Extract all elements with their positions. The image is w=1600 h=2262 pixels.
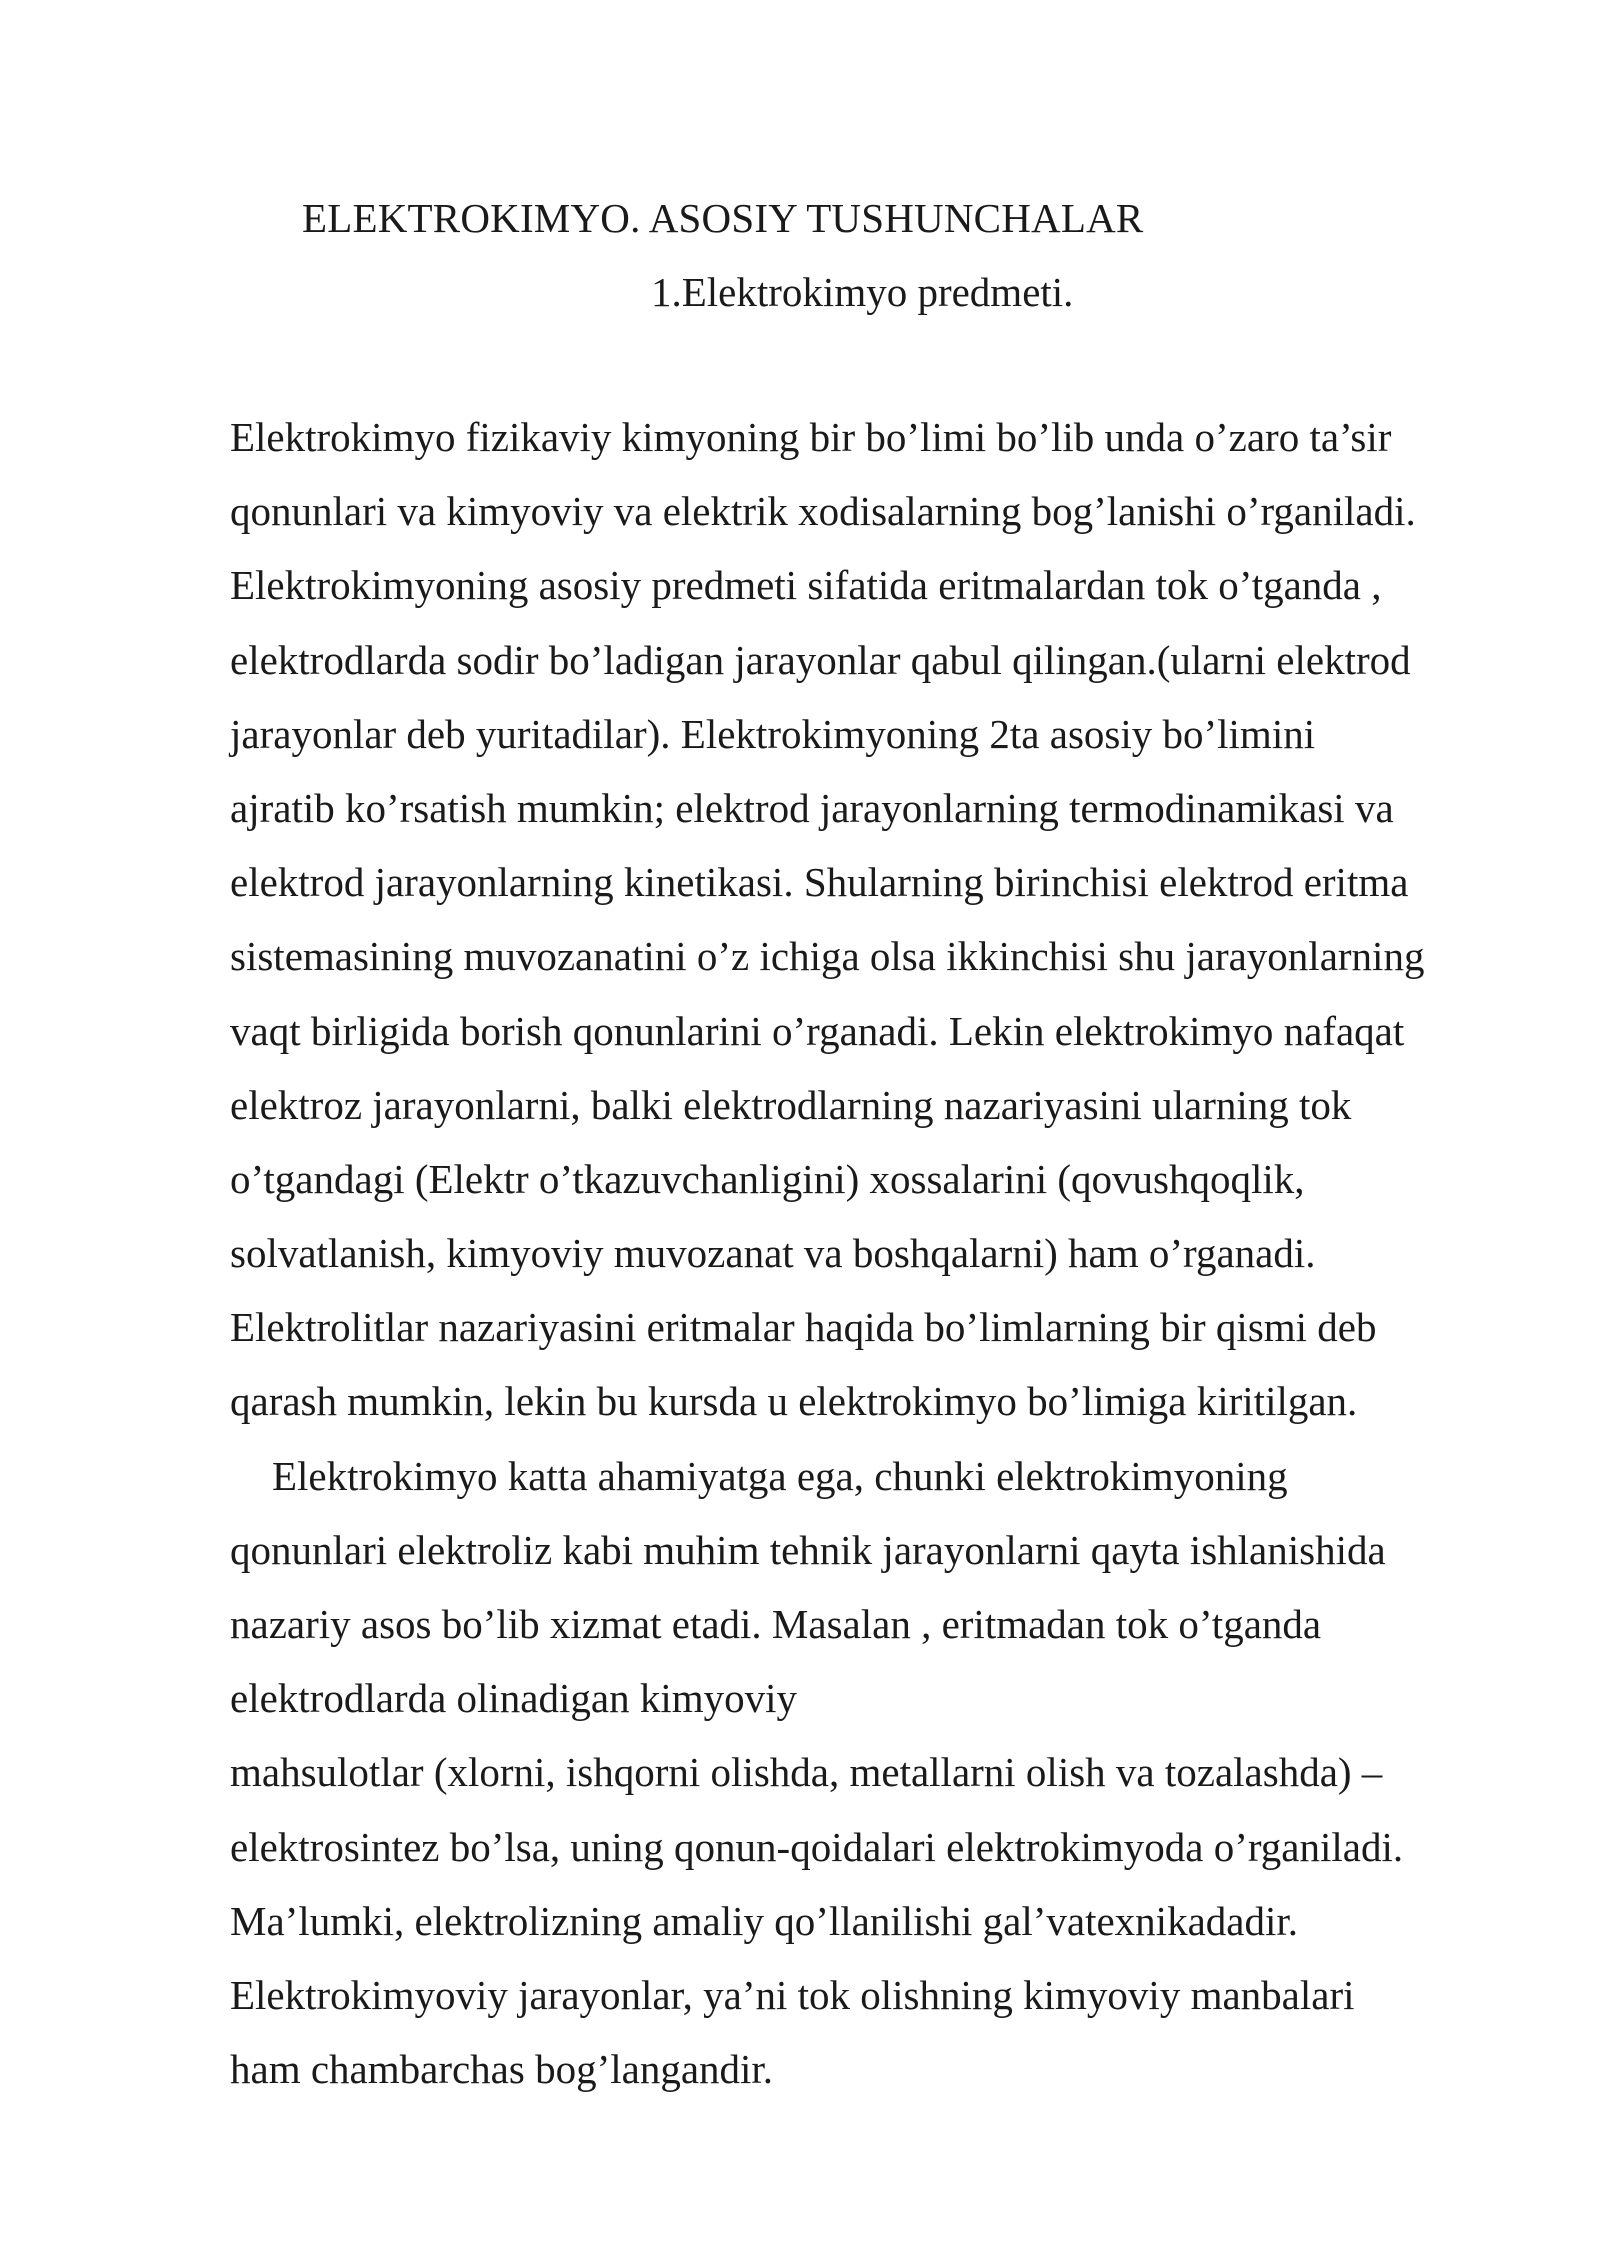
text-line: mahsulotlar (xlorni, ishqorni olishda, metallarni olish va tozalashda) – [230, 1749, 1383, 1796]
text-line: Elektrokimyo fizikaviy kimyoning bir bo’limi bo’lib unda o’zaro ta’sir [230, 414, 1392, 460]
text-line: elektrodlarda olinadigan kimyoviy [230, 1675, 798, 1722]
text-line: elektrosintez bo’lsa, uning qonun-qoidalari elektrokimyoda o’rganiladi. [230, 1823, 1404, 1870]
text-line: qonunlari va kimyoviy va elektrik xodisalarning bog’lanishi o’rganiladi. [230, 488, 1416, 535]
text-line: qarash mumkin, lekin bu kursda u elektrokimyo bo’limiga kiritilgan. [230, 1378, 1358, 1425]
text-line: Elektrolitlar nazariyasini eritmalar haqida bo’limlarning bir qismi deb [230, 1304, 1377, 1351]
text-line: ham chambarchas bog’langandir. [230, 2046, 774, 2093]
text-line: vaqt birligida borish qonunlarini o’rganadi. Lekin elektrokimyo nafaqat [230, 1007, 1405, 1054]
text-line: Elektrokimyoning asosiy predmeti sifatida eritmalardan tok o’tganda , [230, 562, 1382, 609]
text-line: Ma’lumki, elektrolizning amaliy qo’llanilishi gal’vatexnikadadir. [230, 1897, 1299, 1944]
text-line: ajratib ko’rsatish mumkin; elektrod jarayonlarning termodinamikasi va [230, 784, 1394, 831]
document-title: ELEKTROKIMYO. ASOSIY TUSHUNCHALAR [302, 195, 1144, 241]
body-text [230, 409, 1530, 2115]
text-line: solvatlanish, kimyoviy muvozanat va boshqalarni) ham o’rganadi. [230, 1230, 1316, 1277]
text-line: elektrodlarda sodir bo’ladigan jarayonlar qabul qilingan.(ularni elektrod [230, 636, 1411, 683]
text-line: o’tgandagi (Elektr o’tkazuvchanligini) xossalarini (qovushqoqlik, [230, 1155, 1305, 1202]
section-heading: 1.Elektrokimyo predmeti. [651, 269, 1074, 315]
text-line: elektrod jarayonlarning kinetikasi. Shularning birinchisi elektrod eritma [230, 859, 1409, 906]
text-line: qonunlari elektroliz kabi muhim tehnik jarayonlarni qayta ishlanishida [230, 1526, 1386, 1573]
text-line: nazariy asos bo’lib xizmat etadi. Masalan , eritmadan tok o’tganda [230, 1601, 1322, 1647]
text-line: Elektrokimyoviy jarayonlar, ya’ni tok olishning kimyoviy manbalari [230, 1971, 1355, 2018]
text-line: jarayonlar deb yuritadilar). Elektrokimyoning 2ta asosiy bo’limini [230, 710, 1316, 757]
text-line: elektroz jarayonlarni, balki elektrodlarning nazariyasini ularning tok [230, 1081, 1352, 1128]
text-line: sistemasining muvozanatini o’z ichiga olsa ikkinchisi shu jarayonlarning [230, 933, 1425, 980]
text-line: Elektrokimyo katta ahamiyatga ega, chunki elektrokimyoning [272, 1452, 1288, 1499]
